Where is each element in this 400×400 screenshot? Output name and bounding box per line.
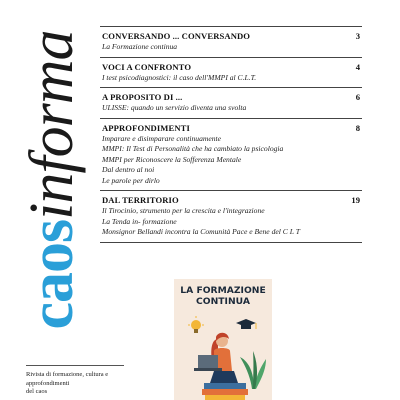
table-of-contents: [100, 26, 362, 243]
cover-title-line: CONTINUA: [196, 296, 250, 307]
toc-section-voci-a-confronto[interactable]: [100, 57, 362, 88]
masthead-caos: caos: [18, 219, 86, 330]
books-icon: [202, 383, 248, 400]
section-page-number: 6: [355, 92, 360, 102]
masthead-title: [18, 30, 86, 330]
article-title[interactable]: I test psicodiagnostici: il caso dell'MMPI al C.L.T.: [102, 72, 257, 82]
article-title[interactable]: Dal dentro al noi: [102, 165, 155, 174]
article-title[interactable]: La Tenda in- formazione: [102, 216, 177, 226]
about-line: approfondimenti: [26, 379, 70, 387]
toc-section-conversando[interactable]: [100, 26, 362, 57]
about-line: Rivista di formazione, cultura e: [26, 371, 109, 378]
section-page-number: 19: [351, 195, 360, 205]
masthead-description: [26, 371, 126, 397]
graduation-cap-icon: [236, 319, 256, 329]
about-line: del caos: [26, 388, 48, 395]
article-title[interactable]: MMPI: Il Test di Personalità che ha cambiato la psicologia: [102, 144, 284, 153]
cover-image: [174, 279, 272, 400]
cover-illustration: [174, 279, 272, 400]
section-heading: A PROPOSITO DI ...: [102, 92, 183, 102]
article-title[interactable]: ULISSE: quando un servizio diventa una svolta: [102, 103, 247, 112]
section-heading: APPROFONDIMENTI: [102, 122, 190, 133]
masthead: [6, 0, 98, 360]
section-heading: VOCI A CONFRONTO: [102, 61, 192, 72]
article-title[interactable]: Imparare e disimparare continuamente: [102, 133, 222, 143]
toc-section-a-proposito-di[interactable]: [100, 87, 362, 118]
lightbulb-icon: [188, 316, 204, 333]
article-title[interactable]: MMPI per Riconoscere la Sofferenza Mentale: [102, 154, 242, 164]
toc-section-approfondimenti[interactable]: [100, 118, 362, 191]
section-page-number: 8: [355, 122, 360, 133]
masthead-divider: [26, 365, 124, 366]
article-title[interactable]: Il Tirocinio, strumento per la crescita e l'integrazione: [102, 206, 265, 215]
article-title[interactable]: La Formazione continua: [102, 42, 178, 51]
section-page-number: 3: [355, 31, 360, 41]
cover-title-line: LA FORMAZIONE: [180, 285, 266, 296]
laptop-icon: [194, 355, 222, 371]
section-heading: CONVERSANDO ... CONVERSANDO: [102, 31, 251, 41]
section-heading: DAL TERRITORIO: [102, 195, 179, 205]
article-title[interactable]: Le parole per dirlo: [102, 175, 160, 185]
section-page-number: 4: [355, 61, 360, 72]
toc-section-dal-territorio[interactable]: [100, 190, 362, 243]
article-title[interactable]: Monsignor Bellandi incontra la Comunità Pace e Bene del C L T: [102, 227, 300, 236]
masthead-informa: informa: [18, 30, 86, 220]
